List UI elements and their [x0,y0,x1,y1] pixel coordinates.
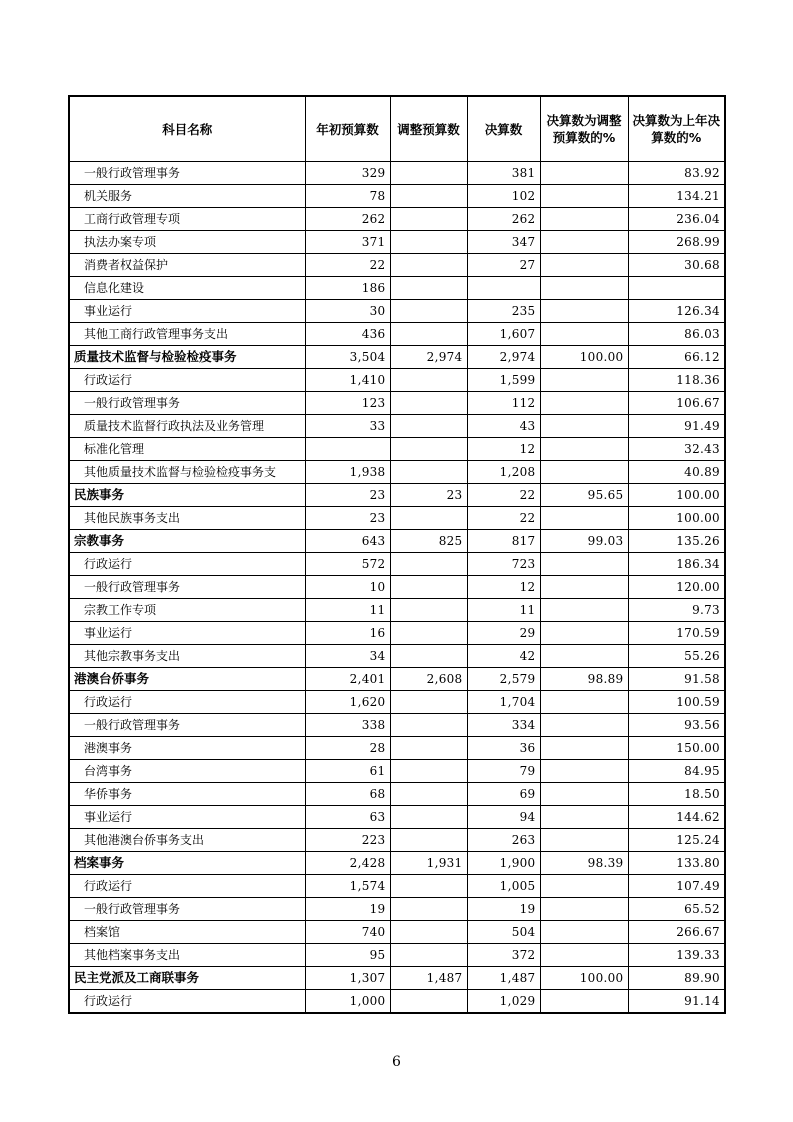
cell-initial-budget: 10 [305,576,390,599]
cell-initial-budget: 2,401 [305,668,390,691]
cell-name: 消费者权益保护 [69,254,305,277]
cell-pct-of-adjusted [540,254,628,277]
cell-adjusted-budget [390,323,467,346]
cell-pct-of-adjusted [540,438,628,461]
cell-final-account: 27 [467,254,540,277]
category-row [69,530,725,553]
table-row [69,760,725,783]
cell-initial-budget: 123 [305,392,390,415]
cell-final-account: 29 [467,622,540,645]
cell-final-account: 723 [467,553,540,576]
header-name: 科目名称 [69,96,305,162]
cell-adjusted-budget [390,714,467,737]
table-row [69,208,725,231]
cell-initial-budget: 16 [305,622,390,645]
cell-name: 事业运行 [69,622,305,645]
table-row [69,737,725,760]
cell-initial-budget: 436 [305,323,390,346]
cell-final-account: 22 [467,484,540,507]
cell-name: 质量技术监督与检验检疫事务 [69,346,305,369]
cell-final-account: 1,208 [467,461,540,484]
cell-pct-of-adjusted: 98.39 [540,852,628,875]
cell-final-account: 817 [467,530,540,553]
cell-adjusted-budget [390,553,467,576]
cell-name: 民族事务 [69,484,305,507]
cell-name: 其他档案事务支出 [69,944,305,967]
cell-pct-of-last-year: 91.49 [628,415,725,438]
header-row [69,96,725,162]
cell-final-account: 36 [467,737,540,760]
cell-adjusted-budget: 23 [390,484,467,507]
cell-name: 事业运行 [69,300,305,323]
cell-pct-of-adjusted: 95.65 [540,484,628,507]
table-row [69,277,725,300]
cell-final-account: 1,029 [467,990,540,1014]
cell-pct-of-adjusted [540,806,628,829]
cell-final-account: 2,974 [467,346,540,369]
cell-adjusted-budget [390,645,467,668]
cell-adjusted-budget [390,185,467,208]
cell-adjusted-budget [390,507,467,530]
cell-adjusted-budget [390,415,467,438]
cell-pct-of-last-year: 32.43 [628,438,725,461]
cell-initial-budget: 1,000 [305,990,390,1014]
cell-pct-of-adjusted [540,369,628,392]
table-body [69,162,725,1014]
cell-pct-of-last-year: 91.58 [628,668,725,691]
cell-initial-budget: 78 [305,185,390,208]
cell-initial-budget: 22 [305,254,390,277]
cell-final-account: 79 [467,760,540,783]
cell-adjusted-budget [390,760,467,783]
cell-name: 档案馆 [69,921,305,944]
category-row [69,346,725,369]
cell-name: 一般行政管理事务 [69,898,305,921]
cell-initial-budget: 28 [305,737,390,760]
cell-final-account: 2,579 [467,668,540,691]
cell-pct-of-adjusted [540,507,628,530]
cell-adjusted-budget: 2,608 [390,668,467,691]
cell-adjusted-budget [390,438,467,461]
cell-initial-budget: 329 [305,162,390,185]
cell-pct-of-last-year: 30.68 [628,254,725,277]
cell-final-account: 1,005 [467,875,540,898]
header-adjusted-budget: 调整预算数 [390,96,467,162]
table-row [69,415,725,438]
cell-name: 宗教工作专项 [69,599,305,622]
cell-adjusted-budget: 1,931 [390,852,467,875]
cell-final-account: 262 [467,208,540,231]
cell-name: 行政运行 [69,553,305,576]
cell-final-account: 1,599 [467,369,540,392]
cell-pct-of-last-year: 186.34 [628,553,725,576]
header-initial-budget: 年初预算数 [305,96,390,162]
cell-pct-of-adjusted [540,300,628,323]
cell-final-account: 94 [467,806,540,829]
table-row [69,300,725,323]
cell-initial-budget: 61 [305,760,390,783]
cell-initial-budget: 371 [305,231,390,254]
cell-adjusted-budget [390,576,467,599]
cell-final-account: 22 [467,507,540,530]
cell-pct-of-last-year: 100.00 [628,507,725,530]
cell-pct-of-last-year: 65.52 [628,898,725,921]
cell-name: 一般行政管理事务 [69,162,305,185]
cell-pct-of-adjusted [540,829,628,852]
cell-initial-budget: 23 [305,507,390,530]
table-row [69,875,725,898]
table-row [69,645,725,668]
cell-pct-of-last-year: 86.03 [628,323,725,346]
cell-final-account: 43 [467,415,540,438]
cell-pct-of-adjusted [540,875,628,898]
cell-initial-budget: 740 [305,921,390,944]
cell-adjusted-budget [390,254,467,277]
cell-pct-of-last-year: 266.67 [628,921,725,944]
cell-pct-of-last-year: 126.34 [628,300,725,323]
cell-pct-of-last-year: 139.33 [628,944,725,967]
cell-name: 行政运行 [69,691,305,714]
cell-final-account: 1,487 [467,967,540,990]
cell-name: 档案事务 [69,852,305,875]
cell-initial-budget: 3,504 [305,346,390,369]
cell-adjusted-budget [390,737,467,760]
cell-adjusted-budget [390,898,467,921]
cell-initial-budget: 30 [305,300,390,323]
cell-initial-budget: 1,620 [305,691,390,714]
cell-pct-of-last-year: 100.59 [628,691,725,714]
cell-final-account: 381 [467,162,540,185]
cell-adjusted-budget [390,277,467,300]
table-row [69,438,725,461]
table-row [69,691,725,714]
cell-pct-of-last-year: 66.12 [628,346,725,369]
header-pct-of-adjusted: 决算数为调整预算数的% [540,96,628,162]
cell-pct-of-adjusted [540,921,628,944]
cell-pct-of-last-year [628,277,725,300]
header-pct-of-last-year: 决算数为上年决算数的% [628,96,725,162]
cell-pct-of-adjusted [540,737,628,760]
category-row [69,852,725,875]
cell-final-account: 42 [467,645,540,668]
cell-pct-of-adjusted: 100.00 [540,346,628,369]
cell-pct-of-adjusted [540,898,628,921]
cell-initial-budget: 186 [305,277,390,300]
cell-name: 执法办案专项 [69,231,305,254]
cell-pct-of-last-year: 150.00 [628,737,725,760]
cell-initial-budget: 63 [305,806,390,829]
cell-initial-budget: 1,574 [305,875,390,898]
table-row [69,944,725,967]
cell-pct-of-adjusted [540,944,628,967]
category-row [69,484,725,507]
cell-pct-of-adjusted [540,622,628,645]
budget-table [68,95,726,1014]
cell-pct-of-last-year: 100.00 [628,484,725,507]
cell-final-account: 235 [467,300,540,323]
cell-pct-of-last-year: 125.24 [628,829,725,852]
cell-adjusted-budget [390,599,467,622]
cell-name: 行政运行 [69,369,305,392]
cell-initial-budget: 643 [305,530,390,553]
table-row [69,323,725,346]
cell-pct-of-adjusted [540,691,628,714]
table-row [69,461,725,484]
cell-pct-of-last-year: 268.99 [628,231,725,254]
cell-final-account: 372 [467,944,540,967]
cell-pct-of-last-year: 18.50 [628,783,725,806]
cell-name: 标准化管理 [69,438,305,461]
cell-final-account: 1,900 [467,852,540,875]
table-row [69,553,725,576]
cell-pct-of-last-year: 135.26 [628,530,725,553]
cell-final-account: 347 [467,231,540,254]
table-header [69,96,725,162]
cell-name: 一般行政管理事务 [69,576,305,599]
cell-pct-of-adjusted [540,208,628,231]
cell-initial-budget: 11 [305,599,390,622]
cell-initial-budget: 68 [305,783,390,806]
table-row [69,990,725,1014]
cell-adjusted-budget [390,783,467,806]
cell-pct-of-adjusted [540,599,628,622]
cell-final-account: 1,607 [467,323,540,346]
cell-initial-budget [305,438,390,461]
cell-pct-of-last-year: 9.73 [628,599,725,622]
cell-initial-budget: 338 [305,714,390,737]
cell-initial-budget: 23 [305,484,390,507]
cell-adjusted-budget [390,208,467,231]
cell-pct-of-adjusted [540,415,628,438]
table-row [69,599,725,622]
cell-name: 港澳事务 [69,737,305,760]
cell-adjusted-budget [390,691,467,714]
cell-pct-of-adjusted [540,231,628,254]
cell-final-account: 263 [467,829,540,852]
cell-name: 行政运行 [69,875,305,898]
cell-pct-of-last-year: 55.26 [628,645,725,668]
header-final-account: 决算数 [467,96,540,162]
table-row [69,369,725,392]
cell-final-account [467,277,540,300]
cell-name: 宗教事务 [69,530,305,553]
table-row [69,162,725,185]
cell-pct-of-last-year: 144.62 [628,806,725,829]
cell-adjusted-budget: 2,974 [390,346,467,369]
table-row [69,185,725,208]
cell-adjusted-budget [390,392,467,415]
cell-pct-of-adjusted [540,392,628,415]
cell-adjusted-budget [390,944,467,967]
cell-name: 其他工商行政管理事务支出 [69,323,305,346]
cell-pct-of-last-year: 89.90 [628,967,725,990]
cell-pct-of-adjusted: 99.03 [540,530,628,553]
cell-adjusted-budget [390,369,467,392]
table-row [69,576,725,599]
cell-pct-of-adjusted: 98.89 [540,668,628,691]
cell-name: 机关服务 [69,185,305,208]
table-row [69,783,725,806]
table-row [69,921,725,944]
cell-initial-budget: 19 [305,898,390,921]
cell-pct-of-adjusted [540,323,628,346]
cell-pct-of-adjusted [540,461,628,484]
cell-name: 一般行政管理事务 [69,714,305,737]
table-row [69,806,725,829]
cell-pct-of-adjusted [540,783,628,806]
cell-pct-of-adjusted [540,714,628,737]
cell-name: 质量技术监督行政执法及业务管理 [69,415,305,438]
table-row [69,231,725,254]
table-row [69,392,725,415]
cell-name: 台湾事务 [69,760,305,783]
cell-name: 其他宗教事务支出 [69,645,305,668]
cell-name: 其他民族事务支出 [69,507,305,530]
cell-pct-of-last-year: 170.59 [628,622,725,645]
cell-initial-budget: 1,410 [305,369,390,392]
cell-pct-of-last-year: 83.92 [628,162,725,185]
cell-pct-of-last-year: 93.56 [628,714,725,737]
cell-adjusted-budget [390,921,467,944]
table-row [69,829,725,852]
cell-final-account: 69 [467,783,540,806]
cell-pct-of-last-year: 120.00 [628,576,725,599]
cell-final-account: 334 [467,714,540,737]
cell-adjusted-budget: 825 [390,530,467,553]
cell-initial-budget: 223 [305,829,390,852]
table-row [69,714,725,737]
cell-pct-of-last-year: 107.49 [628,875,725,898]
cell-adjusted-budget [390,461,467,484]
cell-adjusted-budget: 1,487 [390,967,467,990]
cell-final-account: 12 [467,576,540,599]
cell-pct-of-last-year: 134.21 [628,185,725,208]
cell-name: 工商行政管理专项 [69,208,305,231]
cell-pct-of-adjusted [540,185,628,208]
cell-name: 一般行政管理事务 [69,392,305,415]
cell-pct-of-adjusted [540,645,628,668]
cell-initial-budget: 572 [305,553,390,576]
cell-initial-budget: 1,307 [305,967,390,990]
page-number: 6 [392,1054,401,1070]
cell-pct-of-last-year: 106.67 [628,392,725,415]
cell-name: 华侨事务 [69,783,305,806]
cell-name: 其他质量技术监督与检验检疫事务支 [69,461,305,484]
cell-pct-of-adjusted [540,760,628,783]
cell-pct-of-adjusted [540,277,628,300]
cell-name: 行政运行 [69,990,305,1014]
table-row [69,622,725,645]
cell-name: 民主党派及工商联事务 [69,967,305,990]
cell-adjusted-budget [390,875,467,898]
table-row [69,507,725,530]
cell-final-account: 19 [467,898,540,921]
cell-pct-of-last-year: 236.04 [628,208,725,231]
cell-initial-budget: 33 [305,415,390,438]
cell-adjusted-budget [390,622,467,645]
cell-final-account: 11 [467,599,540,622]
category-row [69,668,725,691]
cell-initial-budget: 262 [305,208,390,231]
cell-pct-of-last-year: 133.80 [628,852,725,875]
cell-final-account: 1,704 [467,691,540,714]
cell-adjusted-budget [390,162,467,185]
cell-initial-budget: 95 [305,944,390,967]
cell-adjusted-budget [390,829,467,852]
cell-pct-of-last-year: 91.14 [628,990,725,1014]
cell-name: 港澳台侨事务 [69,668,305,691]
cell-pct-of-adjusted [540,990,628,1014]
cell-adjusted-budget [390,300,467,323]
category-row [69,967,725,990]
cell-pct-of-last-year: 84.95 [628,760,725,783]
cell-final-account: 112 [467,392,540,415]
cell-pct-of-adjusted: 100.00 [540,967,628,990]
cell-adjusted-budget [390,990,467,1014]
cell-pct-of-adjusted [540,576,628,599]
cell-adjusted-budget [390,231,467,254]
cell-pct-of-adjusted [540,162,628,185]
cell-final-account: 504 [467,921,540,944]
table-row [69,254,725,277]
cell-initial-budget: 34 [305,645,390,668]
cell-initial-budget: 2,428 [305,852,390,875]
cell-name: 信息化建设 [69,277,305,300]
cell-final-account: 102 [467,185,540,208]
cell-final-account: 12 [467,438,540,461]
cell-initial-budget: 1,938 [305,461,390,484]
cell-pct-of-adjusted [540,553,628,576]
cell-adjusted-budget [390,806,467,829]
table-row [69,898,725,921]
cell-pct-of-last-year: 118.36 [628,369,725,392]
cell-name: 其他港澳台侨事务支出 [69,829,305,852]
cell-pct-of-last-year: 40.89 [628,461,725,484]
cell-name: 事业运行 [69,806,305,829]
